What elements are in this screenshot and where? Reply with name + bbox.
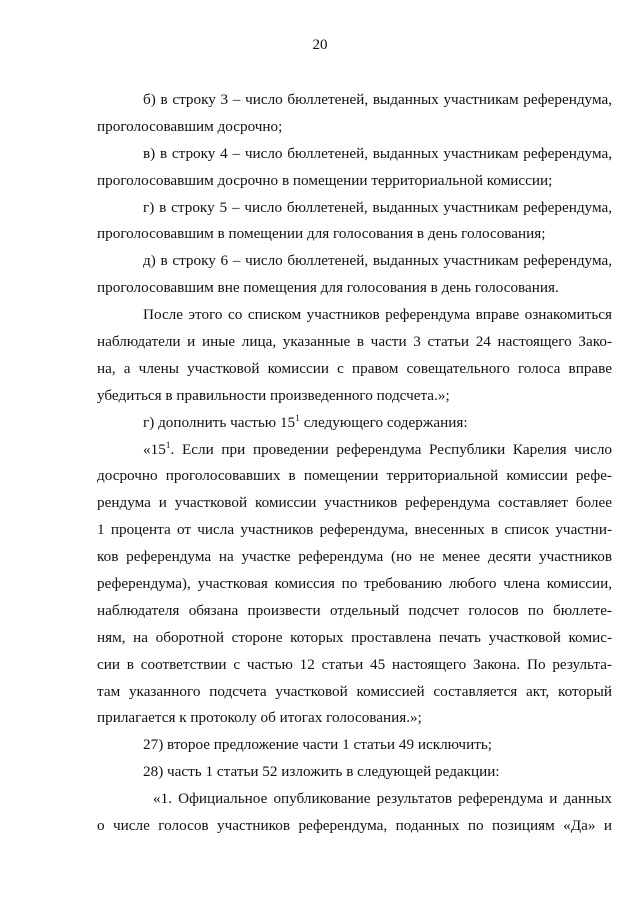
text-line: ков референдума на участке референдума (но не менее десяти участников: [97, 548, 612, 565]
text-line: убедиться в правильности произведенного подсчета.»;: [97, 387, 450, 404]
text-line: рендума и участковой комиссии участников референдума составляет более: [97, 494, 612, 511]
text-line: д) в строку 6 – число бюллетеней, выданных участникам референдума,: [143, 252, 612, 269]
text-line: [97, 440, 612, 460]
superscript: 1: [295, 414, 300, 424]
text-fragment: . Если при проведении референдума Республики Карелия число: [170, 441, 612, 458]
text-line: г) в строку 5 – число бюллетеней, выданных участникам референдума,: [143, 199, 612, 216]
superscript: 1: [165, 441, 171, 451]
text-line: прилагается к протоколу об итогах голосования.»;: [97, 709, 422, 726]
text-line: 27) второе предложение части 1 статьи 49 исключить;: [143, 736, 492, 753]
text-fragment: следующего содержания:: [299, 414, 468, 431]
page-number: 20: [312, 37, 328, 53]
text-line: там указанного подсчета участковой комиссией составляется акт, который: [97, 683, 612, 700]
text-line: 28) часть 1 статьи 52 изложить в следующей редакции:: [143, 763, 500, 780]
text-line: проголосовавшим в помещении для голосования в день голосования;: [97, 225, 546, 242]
text-line: о числе голосов участников референдума, поданных по позициям «Да» и: [97, 817, 612, 834]
text-fragment: «15: [143, 441, 166, 458]
text-line: наблюдатели и иные лица, указанные в части 3 статьи 24 настоящего Зако-: [97, 333, 612, 350]
text-line: проголосовавшим досрочно;: [97, 118, 283, 135]
text-line: проголосовавшим досрочно в помещении территориальной комиссии;: [97, 172, 553, 189]
text-line: «1. Официальное опубликование результатов референдума и данных: [153, 790, 612, 807]
text-line: на, а члены участковой комиссии с правом совещательного голоса вправе: [97, 360, 612, 377]
text-line: досрочно проголосовавших в помещении территориальной комиссии рефе-: [97, 467, 612, 484]
text-line: 1 процента от числа участников референдума, внесенных в список участни-: [97, 521, 612, 538]
text-line: наблюдателя обязана произвести отдельный подсчет голосов по бюллете-: [97, 602, 612, 619]
text-line: [97, 413, 612, 433]
text-line: После этого со списком участников референдума вправе ознакомиться: [143, 306, 612, 323]
text-line: проголосовавшим вне помещения для голосования в день голосования.: [97, 279, 559, 296]
text-line: референдума), участковая комиссия по требованию любого члена комиссии,: [97, 575, 612, 592]
text-line: в) в строку 4 – число бюллетеней, выданных участникам референдума,: [143, 145, 612, 162]
text-line: б) в строку 3 – число бюллетеней, выданных участникам референдума,: [143, 91, 612, 108]
text-fragment: г) дополнить частью 15: [143, 414, 296, 431]
text-line: ням, на оборотной стороне которых проставлена печать участковой комис-: [97, 629, 612, 646]
text-line: сии в соответствии с частью 12 статьи 45 настоящего Закона. По результа-: [97, 656, 612, 673]
